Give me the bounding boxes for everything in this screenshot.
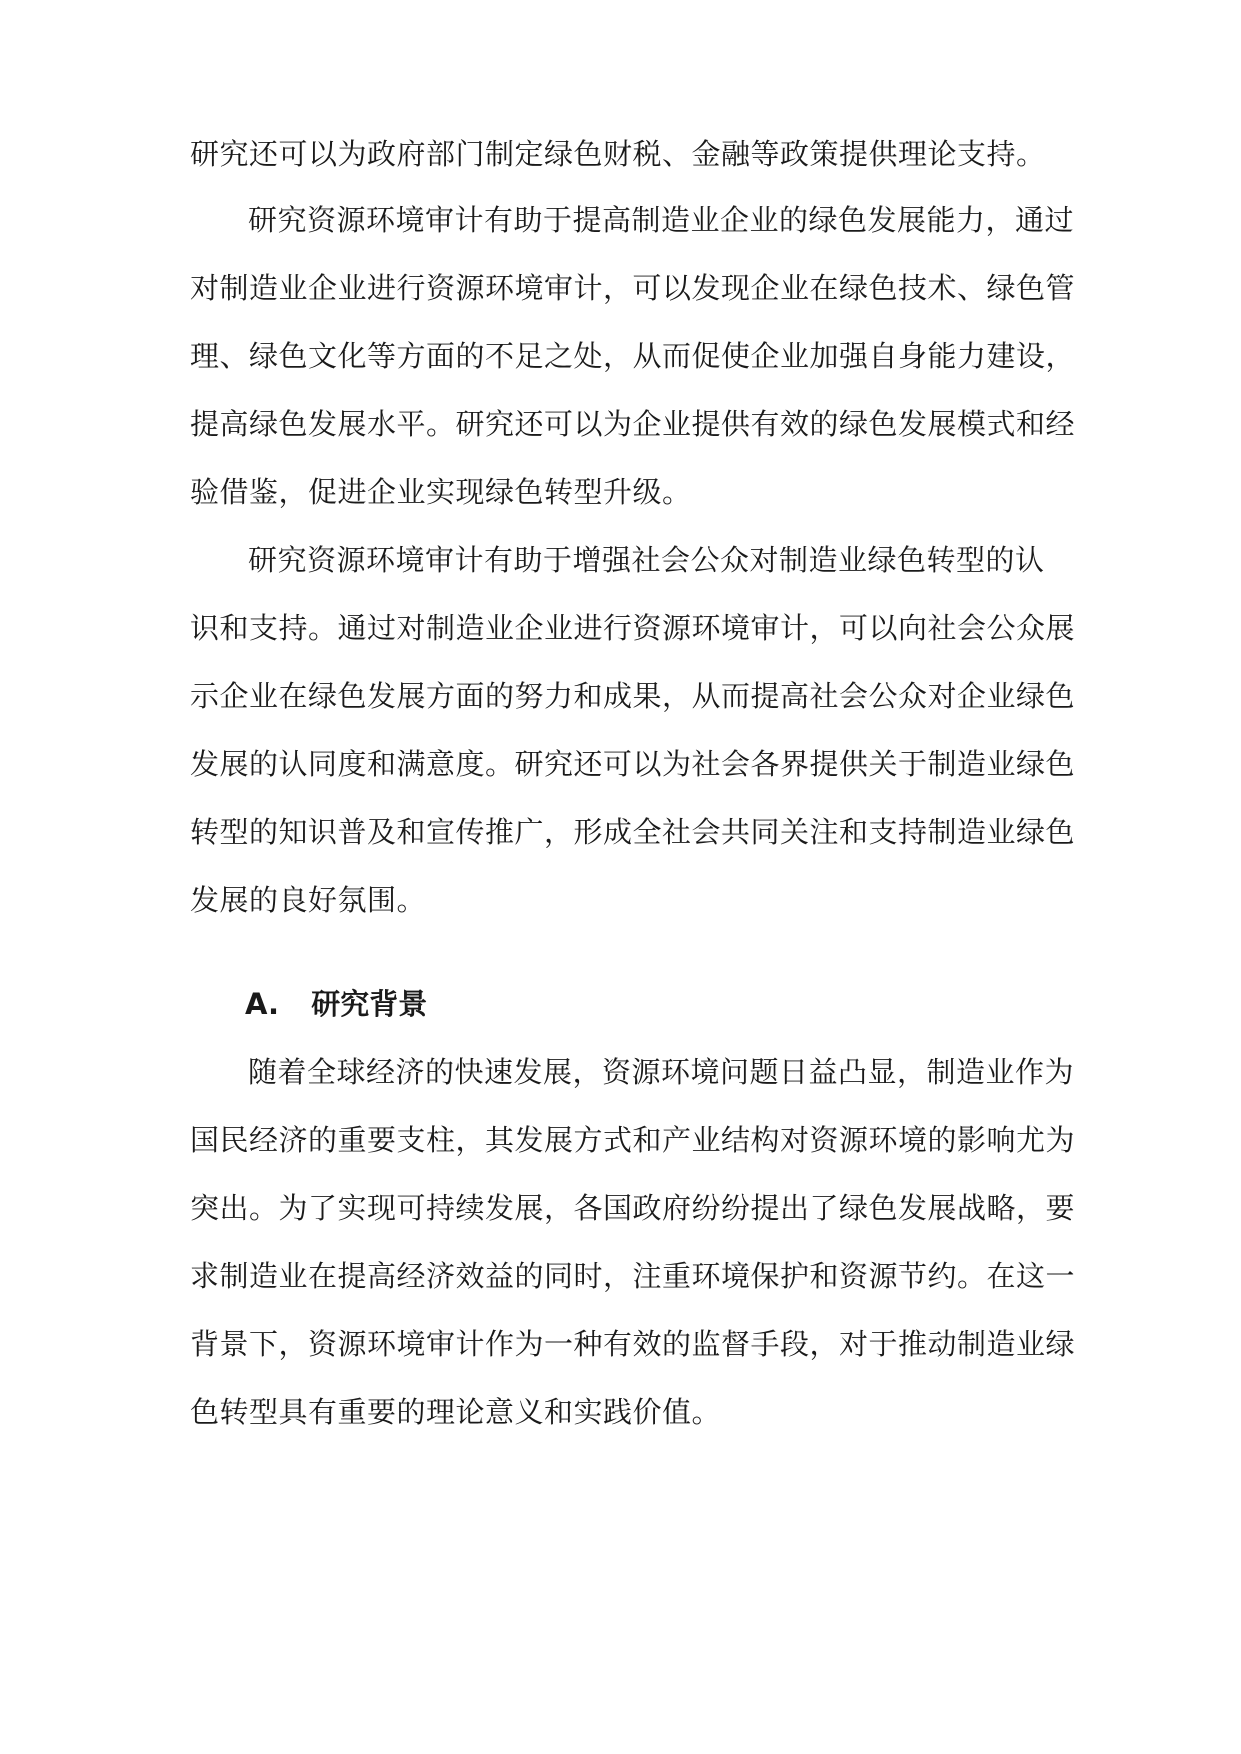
section-paragraph-line-1: 随着全球经济的快速发展，资源环境问题日益凸显，制造业作为 [248,1055,1075,1089]
paragraph-3-line-1: 研究资源环境审计有助于增强社会公众对制造业绿色转型的认 [248,543,1045,577]
paragraph-3-line-5: 转型的知识普及和宣传推广，形成全社会共同关注和支持制造业绿色 [190,815,1076,849]
paragraph-2-line-4: 提高绿色发展水平。研究还可以为企业提供有效的绿色发展模式和经 [190,407,1076,441]
paragraph-2-line-5: 验借鉴，促进企业实现绿色转型升级。 [190,475,692,509]
section-paragraph-line-2: 国民经济的重要支柱，其发展方式和产业结构对资源环境的影响尤为 [190,1123,1076,1157]
section-number: A. [245,987,279,1021]
paragraph-2-line-2: 对制造业企业进行资源环境审计，可以发现企业在绿色技术、绿色管 [190,271,1076,305]
paragraph-2-line-3: 理、绿色文化等方面的不足之处，从而促使企业加强自身能力建设， [190,339,1076,373]
paragraph-3-line-6: 发展的良好氛围。 [190,883,427,917]
paragraph-1-line-1: 研究还可以为政府部门制定绿色财税、金融等政策提供理论支持。 [190,137,1046,171]
section-paragraph-line-5: 背景下，资源环境审计作为一种有效的监督手段，对于推动制造业绿 [190,1327,1076,1361]
section-paragraph-line-3: 突出。为了实现可持续发展，各国政府纷纷提出了绿色发展战略，要 [190,1191,1076,1225]
section-title: 研究背景 [311,987,428,1021]
section-paragraph-line-6: 色转型具有重要的理论意义和实践价值。 [190,1395,722,1429]
section-heading [245,984,845,1024]
paragraph-3-line-3: 示企业在绿色发展方面的努力和成果，从而提高社会公众对企业绿色 [190,679,1076,713]
paragraph-2-line-1: 研究资源环境审计有助于提高制造业企业的绿色发展能力，通过 [248,203,1075,237]
paragraph-3-line-4: 发展的认同度和满意度。研究还可以为社会各界提供关于制造业绿色 [190,747,1076,781]
paragraph-3-line-2: 识和支持。通过对制造业企业进行资源环境审计，可以向社会公众展 [190,611,1076,645]
section-paragraph-line-4: 求制造业在提高经济效益的同时，注重环境保护和资源节约。在这一 [190,1259,1076,1293]
